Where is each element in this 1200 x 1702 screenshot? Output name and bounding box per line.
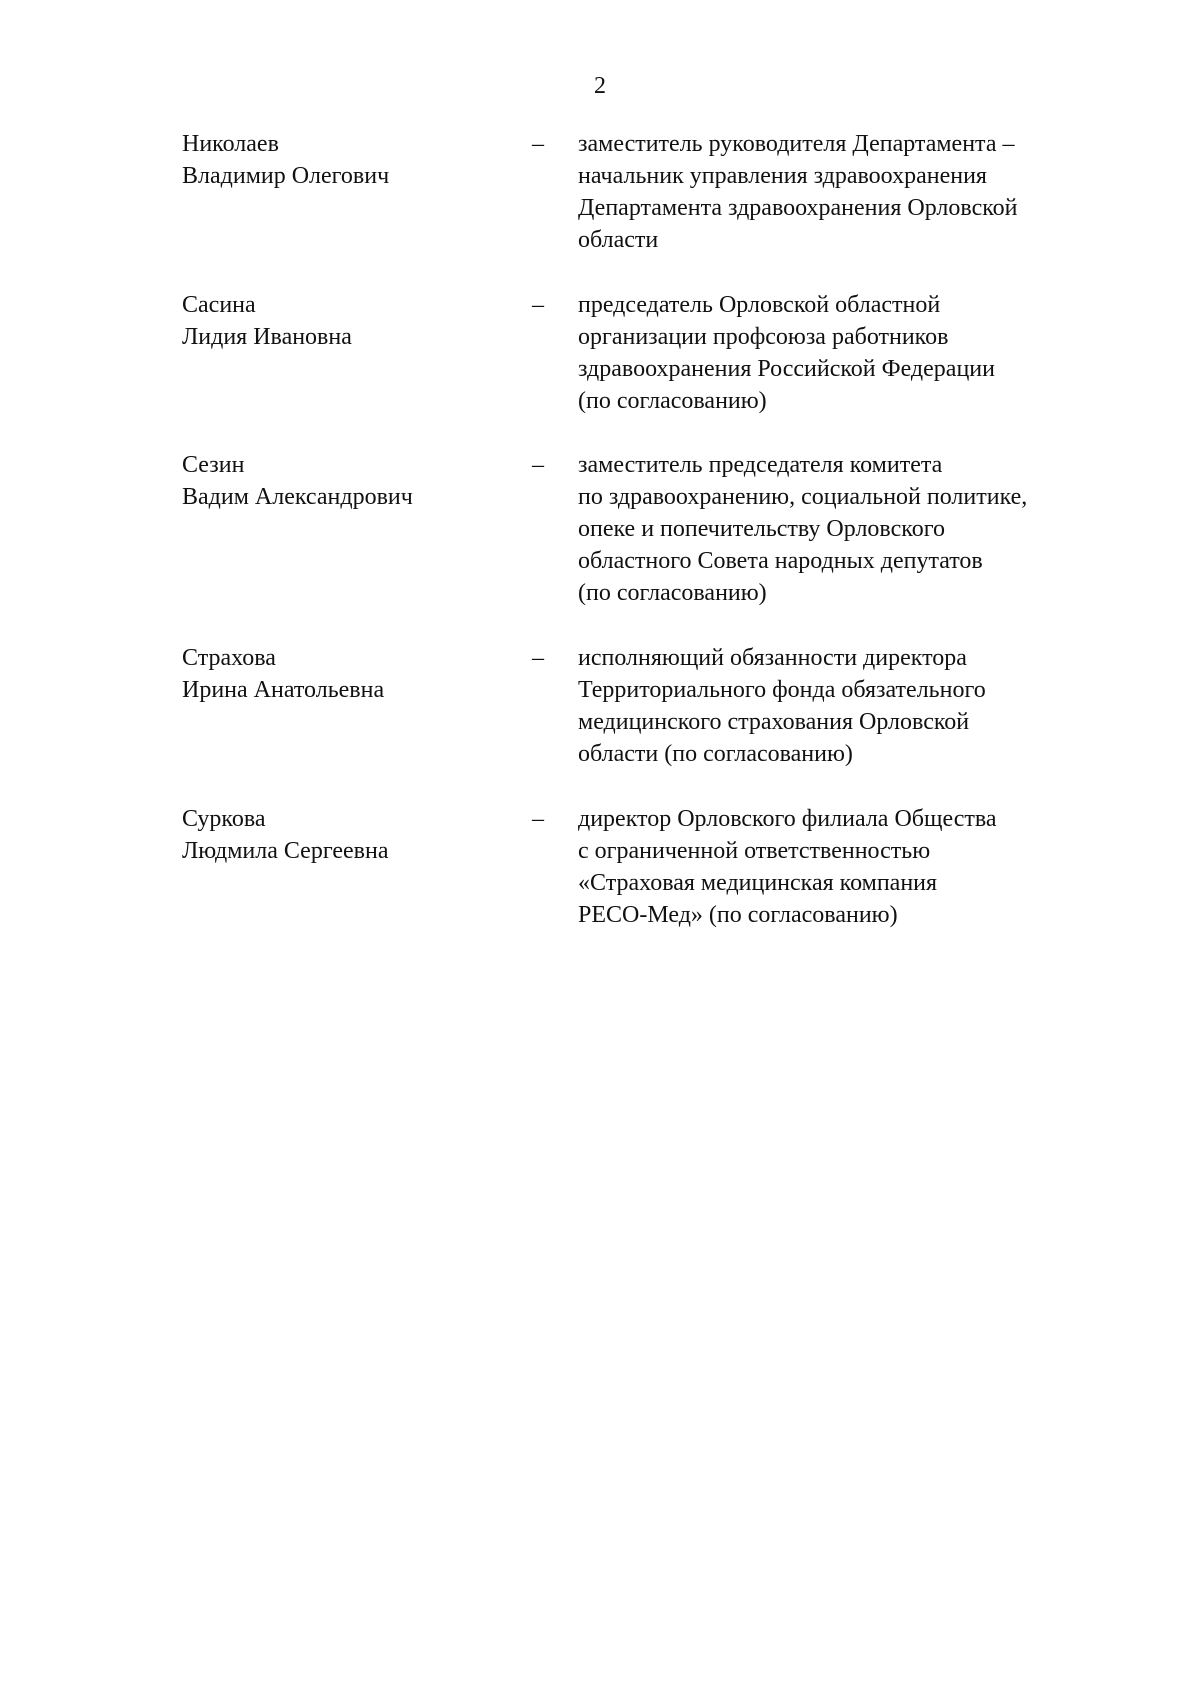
member-role	[578, 642, 1138, 770]
page-number: 2	[594, 73, 606, 99]
member-name	[182, 449, 482, 513]
separator-dash: –	[532, 806, 544, 832]
separator-dash: –	[532, 131, 544, 157]
role-line: (по согласованию)	[578, 580, 767, 606]
role-line: области (по согласованию)	[578, 741, 853, 767]
member-name	[182, 803, 482, 867]
role-line: областного Совета народных депутатов	[578, 548, 983, 574]
role-line: Департамента здравоохранения Орловской	[578, 195, 1018, 221]
role-line: медицинского страхования Орловской	[578, 709, 970, 735]
role-line: области	[578, 227, 659, 253]
role-line: директор Орловского филиала Общества	[578, 806, 997, 832]
separator-dash: –	[532, 645, 544, 671]
member-name	[182, 128, 482, 192]
role-line: заместитель руководителя Департамента –	[578, 131, 1015, 157]
separator-dash: –	[532, 292, 544, 318]
member-role	[578, 449, 1138, 609]
role-line: здравоохранения Российской Федерации	[578, 356, 995, 382]
member-surname: Сасина	[182, 292, 256, 318]
role-line: с ограниченной ответственностью	[578, 838, 931, 864]
role-line: РЕСО-Мед» (по согласованию)	[578, 902, 898, 928]
member-role	[578, 128, 1138, 256]
member-surname: Сезин	[182, 452, 245, 478]
role-line: (по согласованию)	[578, 388, 767, 414]
role-line: организации профсоюза работников	[578, 324, 949, 350]
role-line: по здравоохранению, социальной политике,	[578, 484, 1028, 510]
member-given-name: Лидия Ивановна	[182, 324, 352, 350]
member-surname: Страхова	[182, 645, 276, 671]
member-name	[182, 642, 482, 706]
role-line: «Страховая медицинская компания	[578, 870, 938, 896]
member-given-name: Ирина Анатольевна	[182, 677, 385, 703]
role-line: опеке и попечительству Орловского	[578, 516, 945, 542]
role-line: исполняющий обязанности директора	[578, 645, 967, 671]
role-line: Территориального фонда обязательного	[578, 677, 986, 703]
member-given-name: Людмила Сергеевна	[182, 838, 389, 864]
member-name	[182, 289, 482, 353]
member-role	[578, 803, 1138, 931]
member-surname: Николаев	[182, 131, 279, 157]
member-given-name: Вадим Александрович	[182, 484, 413, 510]
member-role	[578, 289, 1138, 417]
role-line: начальник управления здравоохранения	[578, 163, 987, 189]
member-given-name: Владимир Олегович	[182, 163, 390, 189]
member-surname: Суркова	[182, 806, 266, 832]
role-line: председатель Орловской областной	[578, 292, 941, 318]
role-line: заместитель председателя комитета	[578, 452, 943, 478]
separator-dash: –	[532, 452, 544, 478]
